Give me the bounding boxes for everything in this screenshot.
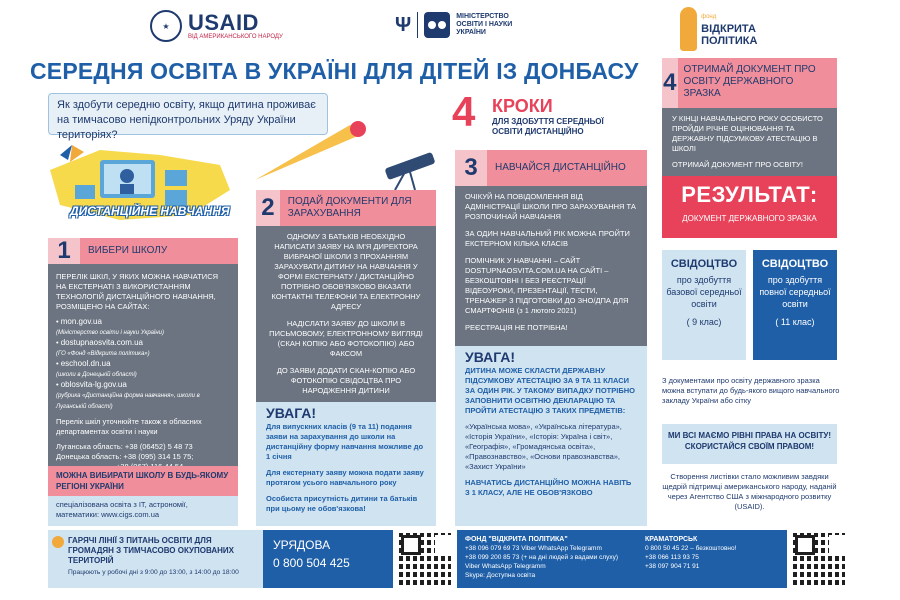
step2-warning-title: УВАГА! xyxy=(266,405,317,421)
step2-header xyxy=(256,190,436,226)
step1-number: 1 xyxy=(48,238,80,264)
mon-text: МІНІСТЕРСТВО ОСВІТИ І НАУКИ УКРАЇНИ xyxy=(456,13,513,36)
step3-title: НАВЧАЙСЯ ДИСТАНЦІЙНО xyxy=(495,162,626,173)
screen-icon xyxy=(75,185,95,199)
step3-warning xyxy=(455,346,647,526)
kram-line[interactable]: +38 097 904 71 91 xyxy=(645,563,700,570)
comet-icon xyxy=(250,115,370,185)
step1-region-body: спеціалізована освіта з IT, астрономії, математики: www.cigs.com.ua xyxy=(48,496,238,526)
usaid-sub: ВІД АМЕРИКАНСЬКОГО НАРОДУ xyxy=(188,34,283,40)
step3-body xyxy=(455,186,647,346)
result-subtitle: ДОКУМЕНТ ДЕРЖАВНОГО ЗРАЗКА xyxy=(682,214,817,223)
site-item[interactable]: • oblosvita-lg.gov.ua (рубрика «Дистанційна форма навчання», школи в Луганській області) xyxy=(56,380,200,410)
step1-clarify: Перелік шкіл уточнюйте також в обласних департаментах освіти і науки xyxy=(56,417,202,436)
open-policy-logo xyxy=(680,4,790,54)
fund-line: Skype: Доступна освіта xyxy=(465,572,536,579)
steps-badge-number: 4 xyxy=(452,88,476,135)
step1-intro: ПЕРЕЛІК ШКІЛ, У ЯКИХ МОЖНА НАВЧАТИСЯ НА ЕКСТЕРНАТІ З ВИКОРИСТАННЯМ ТЕХНОЛОГІЙ ДИСТАНЦІЙНОГО НАВЧАННЯ, РОЗМІЩЕНО НА САЙТАХ: xyxy=(56,272,219,311)
steps-badge-subtitle: ДЛЯ ЗДОБУТТЯ СЕРЕДНЬОЇ ОСВІТИ ДИСТАНЦІЙНО xyxy=(492,117,604,136)
pin-icon xyxy=(52,536,64,548)
mon-mark-icon xyxy=(424,12,450,38)
usaid-name: USAID xyxy=(188,10,259,35)
step3-p3: ПОМІЧНИК У НАВЧАННІ – САЙТ DOSTUPNAOSVITA.COM.UA НА САЙТІ – БЕЗКОШТОВНІ І БЕЗ РЕЄСТРАЦІЇ ВІДЕОУРОКИ, ПРЕЗЕНТАЦІЇ, ТЕСТИ, ТРЕНАЖЕР З ПІДГОТОВКИ ДО ЗНО/ДПА ДЛЯ СМАРТФОНІВ (з 1 лютого 2021) xyxy=(465,256,629,315)
step4-header xyxy=(662,58,837,108)
step3-p2: ЗА ОДИН НАВЧАЛЬНИЙ РІК МОЖНА ПРОЙТИ ЕКСТЕРНОМ КІЛЬКА КЛАСІВ xyxy=(465,229,630,248)
logo-divider xyxy=(417,12,418,38)
step1-phone: Луганська область: +38 (06452) 5 48 73 xyxy=(56,442,193,451)
thanks-note: Створення листівки стало можливим завдяки щедрій підтримці американського народу, наданій через Агентство США з міжнародного розвитку (USAID). xyxy=(662,472,837,511)
step3-p4: РЕЄСТРАЦІЯ НЕ ПОТРІБНА! xyxy=(465,323,568,332)
step3-p1: ОЧІКУЙ НА ПОВІДОМЛЕННЯ ВІД АДМІНІСТРАЦІЇ ШКОЛИ ПРО ЗАРАХУВАННЯ ТА РОЗПОЧИНАЙ НАВЧАННЯ xyxy=(465,192,636,221)
site-item[interactable]: • eschool.dn.ua (школи в Донецькій області) xyxy=(56,359,137,378)
step2-w1: Для випускних класів (9 та 11) подання заяви на зарахування до школи на дистанційну форму навчання можливе до 1 січня xyxy=(266,422,424,461)
step1-header xyxy=(48,238,238,264)
site-item[interactable]: • mon.gov.ua (Міністерство освіти і науки України) xyxy=(56,317,164,336)
mon-logo xyxy=(395,10,565,40)
step1-title: ВИБЕРИ ШКОЛУ xyxy=(88,245,168,256)
step1-site-list xyxy=(56,317,230,412)
illustration-label: ДИСТАНЦІЙНЕ НАВЧАННЯ xyxy=(70,204,230,218)
gov-label: УРЯДОВА xyxy=(273,538,331,552)
cert-note: З документами про освіту державного зразка можна вступати до будь-якого вищого навчального закладу України або сітку xyxy=(662,376,840,405)
cert-title: СВІДОЦТВО xyxy=(761,258,829,270)
usaid-seal-icon: ★ xyxy=(150,10,182,42)
step2-warning xyxy=(256,402,436,526)
result-banner xyxy=(662,176,837,238)
fund-title: ФОНД "ВІДКРИТА ПОЛІТИКА" xyxy=(465,536,568,543)
certificate-basic xyxy=(662,250,746,360)
kram-line[interactable]: +38 066 113 93 75 xyxy=(645,554,699,561)
op-text: ВІДКРИТА ПОЛІТИКА xyxy=(701,23,758,47)
step1-body xyxy=(48,264,238,466)
cert-grade: ( 11 клас) xyxy=(775,317,815,327)
result-title: РЕЗУЛЬТАТ: xyxy=(681,182,818,207)
step2-body xyxy=(256,226,436,402)
rights-banner: МИ ВСІ МАЄМО РІВНІ ПРАВА НА ОСВІТУ! СКОРИСТАЙСЯ СВОЇМ ПРАВОМ! xyxy=(662,424,837,464)
step2-w2: Для екстернату заяву можна подати заяву протягом усього навчального року xyxy=(266,468,424,487)
hotline-hours: Працюють у робочі дні з 9:00 до 13:00, з 14:00 до 18:00 xyxy=(68,569,239,576)
step3-warning-title: УВАГА! xyxy=(465,349,516,365)
steps-badge-word: КРОКИ xyxy=(492,96,553,116)
kram-title: КРАМАТОРСЬК xyxy=(645,536,698,543)
question-bubble: Як здобути середню освіту, якщо дитина проживає на тимчасово непідконтрольних Уряду України територіях? xyxy=(48,93,328,135)
step2-title: ПОДАЙ ДОКУМЕНТИ ДЛЯ ЗАРАХУВАННЯ xyxy=(287,196,412,219)
step2-p2: НАДІСЛАТИ ЗАЯВУ ДО ШКОЛИ В ПИСЬМОВОМУ, ЕЛЕКТРОННОМУ ВИГЛЯДІ (СКАН КОПІЮ АБО ФОТОКОПІЮ) АБО ФАКСОМ xyxy=(269,319,423,358)
step1-phone: Донецька область: +38 (095) 314 15 75; xyxy=(56,452,194,461)
page-title: СЕРЕДНЯ ОСВІТА В УКРАЇНІ ДЛЯ ДІТЕЙ ІЗ ДОНБАСУ xyxy=(30,58,639,84)
gov-hotline xyxy=(263,530,393,588)
step1-region-header: МОЖНА ВИБИРАТИ ШКОЛУ В БУДЬ-ЯКОМУ РЕГІОНІ УКРАЇНИ xyxy=(48,466,238,496)
kramatorsk-contacts xyxy=(637,530,787,588)
fund-line[interactable]: +38 096 079 69 73 Viber WhatsApp Telegramm xyxy=(465,545,602,552)
screen-icon xyxy=(165,170,187,186)
qr-code-icon[interactable] xyxy=(399,533,451,585)
step2-w3: Особиста присутність дитини та батьків при цьому не обов'язкова! xyxy=(266,494,418,513)
teacher-icon xyxy=(120,169,134,183)
cert-body: про здобуття базової середньої освіти xyxy=(666,275,742,309)
cert-title: СВІДОЦТВО xyxy=(670,258,738,270)
step4-title: ОТРИМАЙ ДОКУМЕНТ ПРО ОСВІТУ ДЕРЖАВНОГО ЗРАЗКА xyxy=(683,64,816,99)
hotline-block xyxy=(48,530,263,588)
gov-phone[interactable]: 0 800 504 425 xyxy=(273,556,350,570)
usaid-logo xyxy=(150,8,325,44)
cert-grade: ( 9 клас) xyxy=(686,317,722,327)
step2-number: 2 xyxy=(256,190,280,226)
step3-number: 3 xyxy=(455,150,487,186)
step3-w1: ДИТИНА МОЖЕ СКЛАСТИ ДЕРЖАВНУ ПІДСУМКОВУ АТЕСТАЦІЮ ЗА 9 ТА 11 КЛАСИ ЗА ОДИН РІК. У ТАКОМУ ВИПАДКУ ПОТРІБНО ЗАПОВНИТИ ОСВІТНЮ ДЕКЛАРАЦІЮ ТА ПРОЙТИ АТЕСТАЦІЮ З ТАКИХ ПРЕДМЕТІВ: xyxy=(465,366,635,415)
cert-body: про здобуття повної середньої освіти xyxy=(759,275,831,309)
kram-line[interactable]: 0 800 50 45 22 – безкоштовно! xyxy=(645,545,737,552)
telescope-icon xyxy=(375,150,445,190)
step2-p3: ДО ЗАЯВИ ДОДАТИ СКАН-КОПІЮ АБО ФОТОКОПІЮ СВІДОЦТВА ПРО НАРОДЖЕННЯ ДИТИНИ xyxy=(276,366,416,395)
site-item[interactable]: • dostupnaosvita.com.ua (ГО «Фонд «Відкрита політика») xyxy=(56,338,150,357)
step3-w3: НАВЧАТИСЬ ДИСТАНЦІЙНО МОЖНА НАВІТЬ З 1 КЛАСУ, АЛЕ НЕ ОБОВ'ЯЗКОВО xyxy=(465,478,632,497)
trident-icon: Ψ xyxy=(395,13,412,36)
certificate-full xyxy=(753,250,837,360)
step4-p2: ОТРИМАЙ ДОКУМЕНТ ПРО ОСВІТУ! xyxy=(672,160,803,169)
butterfly-icon xyxy=(60,145,72,160)
op-sub: фонд xyxy=(701,14,717,20)
step4-number: 4 xyxy=(662,58,678,108)
qr-code-icon[interactable] xyxy=(793,533,845,585)
footer xyxy=(48,530,868,588)
open-policy-figure-icon xyxy=(680,7,697,51)
step2-p1: ОДНОМУ З БАТЬКІВ НЕОБХІДНО НАПИСАТИ ЗАЯВУ НА ІМ'Я ДИРЕКТОРА ВИБРАНОЇ ШКОЛИ З ПРОХАННЯМ ЗАРАХУВАТИ ДИТИНУ НА НАВЧАННЯ У ФОРМІ ЕКСТЕРНАТУ / ДИСТАНЦІЙНО ПОТРІБНО ОБОВ'ЯЗКОВО ВКАЗАТИ КОНТАКТНІ ТЕЛЕФОНИ ТА ЕЛЕКТРОННУ АДРЕСУ xyxy=(271,232,421,311)
step3-w2: «Українська мова», «Українська література», «Історія України», «Історія: Україна і світ», «Географія», «Громадянська освіта», «Правознавство», «Основи правознавства», «Захист України» xyxy=(465,422,622,471)
hotline-title: ГАРЯЧІ ЛІНІЇ З ПИТАНЬ ОСВІТИ ДЛЯ ГРОМАДЯН З ТИМЧАСОВО ОКУПОВАНИХ ТЕРИТОРІЙ xyxy=(68,536,235,565)
fund-line[interactable]: +38 099 200 85 73 (+ на дні людей з вадами слуху) xyxy=(465,554,619,561)
step4-body xyxy=(662,108,837,176)
step3-header xyxy=(455,150,647,186)
step4-p1: У КІНЦІ НАВЧАЛЬНОГО РОКУ ОСОБИСТО ПРОЙДИ РІЧНЕ ОЦІНЮВАННЯ ТА ДЕРЖАВНУ ПІДСУМКОВУ АТЕСТАЦІЮ В ШКОЛІ xyxy=(672,114,823,153)
fund-line: Viber WhatsApp Telegramm xyxy=(465,563,546,570)
fund-contacts xyxy=(457,530,637,588)
